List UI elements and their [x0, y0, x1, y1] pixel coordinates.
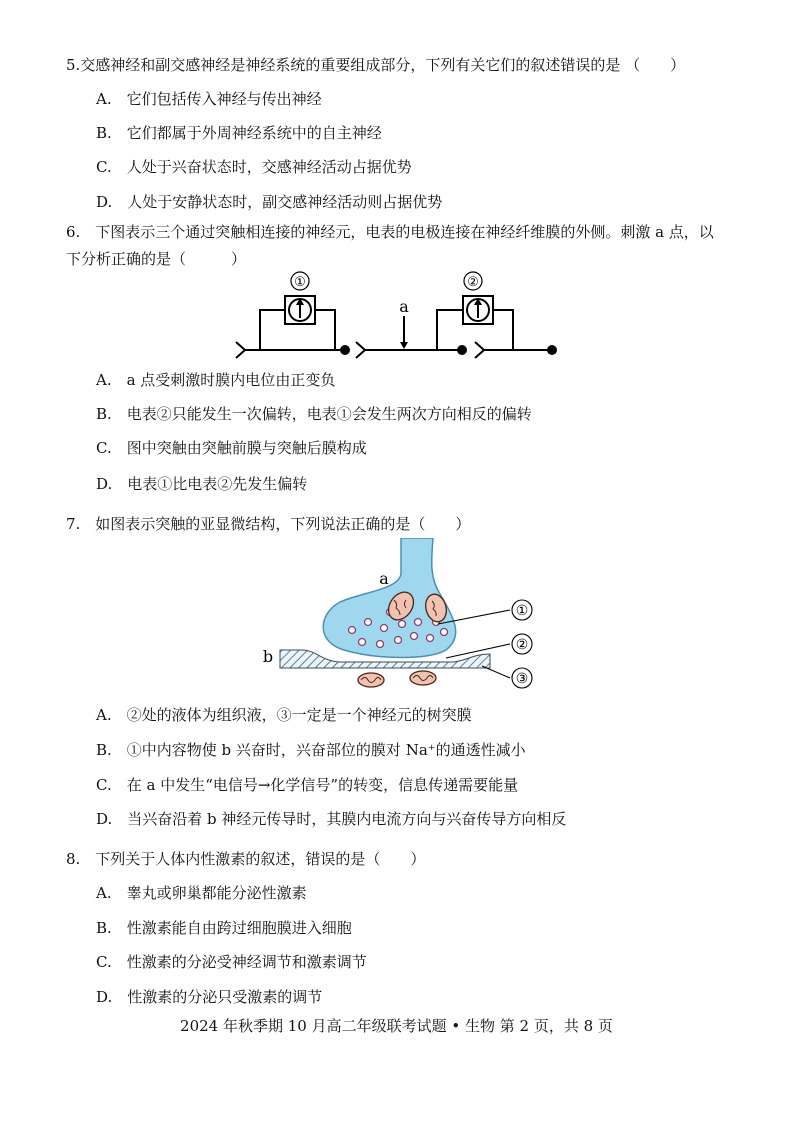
meter-2-label: ② [467, 275, 479, 290]
neuron-1-terminal [340, 345, 350, 355]
q7-stem: 7. 如图表示突触的亚显微结构，下列说法正确的是（ ） [66, 515, 471, 533]
q5-option-c: C. 人处于兴奋状态时，交感神经活动占据优势 [96, 158, 412, 176]
point-a-label: a [399, 297, 409, 316]
q8-stem: 8. 下列关于人体内性激素的叙述，错误的是（ ） [66, 850, 426, 868]
label-b: b [262, 647, 274, 666]
q8-option-b: B. 性激素能自由跨过细胞膜进入细胞 [96, 919, 352, 937]
q5-stem: 5.交感神经和副交感神经是神经系统的重要组成部分，下列有关它们的叙述错误的是 （ ） [66, 56, 686, 74]
q6-option-d: D. 电表①比电表②先发生偏转 [96, 475, 308, 493]
q7-option-c: C. 在 a 中发生“电信号→化学信号”的转变，信息传递需要能量 [96, 776, 519, 794]
q7-option-d: D. 当兴奋沿着 b 神经元传导时，其膜内电流方向与兴奋传导方向相反 [96, 810, 567, 828]
neuron-2-terminal [457, 345, 467, 355]
q7-option-b: B. ①中内容物使 b 兴奋时，兴奋部位的膜对 Na⁺的通透性减小 [96, 741, 526, 759]
label-1: ① [515, 603, 529, 619]
page-footer: 2024 年秋季期 10 月高二年级联考试题 • 生物 第 2 页，共 8 页 [180, 1017, 613, 1035]
q5-option-d: D. 人处于安静状态时，副交感神经活动则占据优势 [96, 193, 443, 211]
q6-option-a: A. a 点受刺激时膜内电位由正变负 [96, 371, 336, 389]
q8-option-c: C. 性激素的分泌受神经调节和激素调节 [96, 953, 367, 971]
q6-stem-line1: 6. 下图表示三个通过突触相连接的神经元，电表的电极连接在神经纤维膜的外侧。刺激 a 点，以 [66, 223, 714, 241]
q6-option-c: C. 图中突触由突触前膜与突触后膜构成 [96, 439, 367, 457]
stimulus-arrow [400, 342, 408, 349]
neuron-3-terminal [547, 345, 557, 355]
q5-option-a: A. 它们包括传入神经与传出神经 [96, 90, 322, 108]
meter-1-label: ① [294, 275, 306, 290]
q6-stem-line2: 下分析正确的是（ ） [66, 250, 247, 268]
q6-option-b: B. 电表②只能发生一次偏转，电表①会发生两次方向相反的偏转 [96, 405, 532, 423]
mitochondria-postsynaptic [358, 671, 436, 687]
q7-option-a: A. ②处的液体为组织液，③一定是一个神经元的树突膜 [96, 706, 472, 724]
q8-option-d: D. 性激素的分泌只受激素的调节 [96, 988, 323, 1006]
q5-option-b: B. 它们都属于外周神经系统中的自主神经 [96, 124, 382, 142]
label-3: ③ [515, 671, 529, 687]
label-2: ② [515, 637, 529, 653]
label-a: a [379, 569, 389, 588]
q7-synapse-figure [258, 538, 538, 700]
q6-neuron-figure [230, 268, 570, 363]
q8-option-a: A. 睾丸或卵巢都能分泌性激素 [96, 884, 307, 902]
